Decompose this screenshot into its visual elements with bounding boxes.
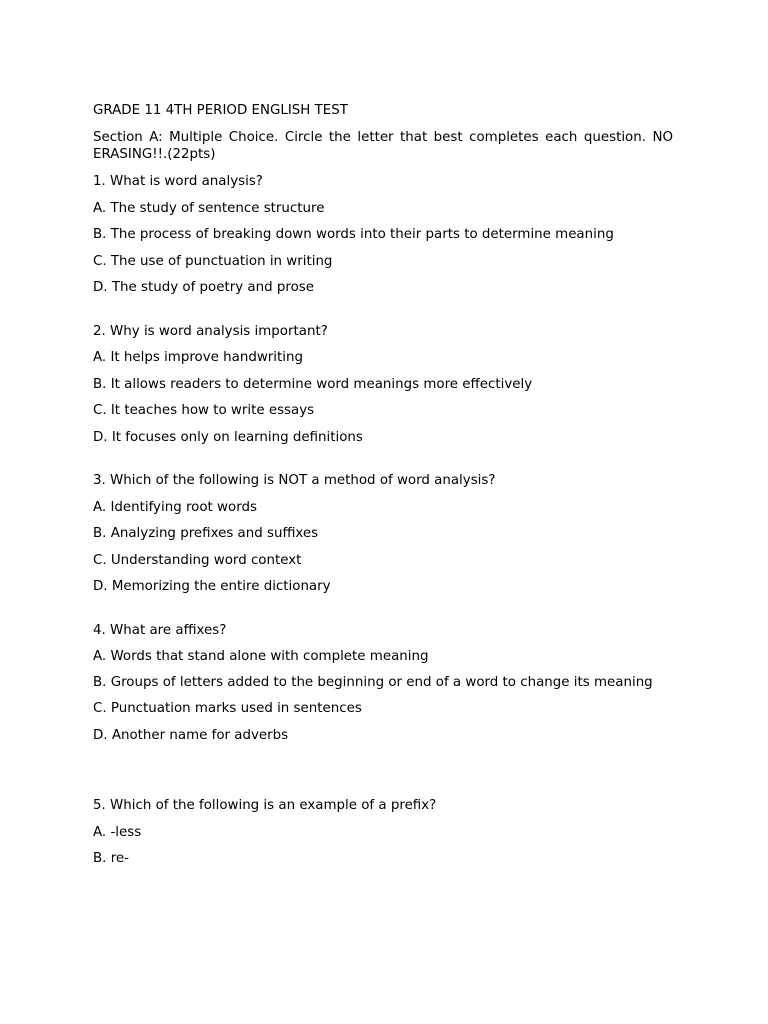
option-b: B. It allows readers to determine word meanings more effectively [93,376,533,392]
option-d: D. It focuses only on learning definitions [93,429,363,445]
option-a: A. It helps improve handwriting [93,350,303,365]
spacer [93,455,673,472]
option-d: D. Another name for adverbs [93,727,289,743]
question-text: 1. What is word analysis? [93,174,263,189]
option-a: A. Words that stand alone with complete meaning [93,649,429,664]
question-text: 5. Which of the following is an example of a prefix? [93,798,437,813]
section-instructions: Section A: Multiple Choice. Circle the letter that best completes each question. NO ERASING!!.(22pts) [93,130,673,162]
question-1 [93,173,673,296]
option-c: C. The use of punctuation in writing [93,253,333,269]
spacer [93,605,673,622]
question-2 [93,323,673,446]
option-c: C. Punctuation marks used in sentences [93,701,362,716]
test-page [93,102,673,877]
spacer [93,306,673,323]
option-b: B. re- [93,851,129,866]
question-text: 3. Which of the following is NOT a method of word analysis? [93,473,496,488]
option-b: B. The process of breaking down words into their parts to determine meaning [93,227,614,242]
question-3 [93,472,673,595]
option-a: A. -less [93,824,142,840]
option-c: C. It teaches how to write essays [93,403,315,418]
option-d: D. The study of poetry and prose [93,280,314,295]
option-b: B. Analyzing prefixes and suffixes [93,526,319,541]
spacer [93,753,673,797]
question-text: 4. What are affixes? [93,622,227,638]
option-d: D. Memorizing the entire dictionary [93,579,331,594]
option-a: A. Identifying root words [93,499,257,515]
page-title: GRADE 11 4TH PERIOD ENGLISH TEST [93,103,348,118]
question-text: 2. Why is word analysis important? [93,323,328,339]
question-4 [93,622,673,744]
option-b: B. Groups of letters added to the beginning or end of a word to change its meaning [93,674,653,690]
option-a: A. The study of sentence structure [93,200,325,216]
option-c: C. Understanding word context [93,552,302,568]
question-5 [93,797,673,867]
